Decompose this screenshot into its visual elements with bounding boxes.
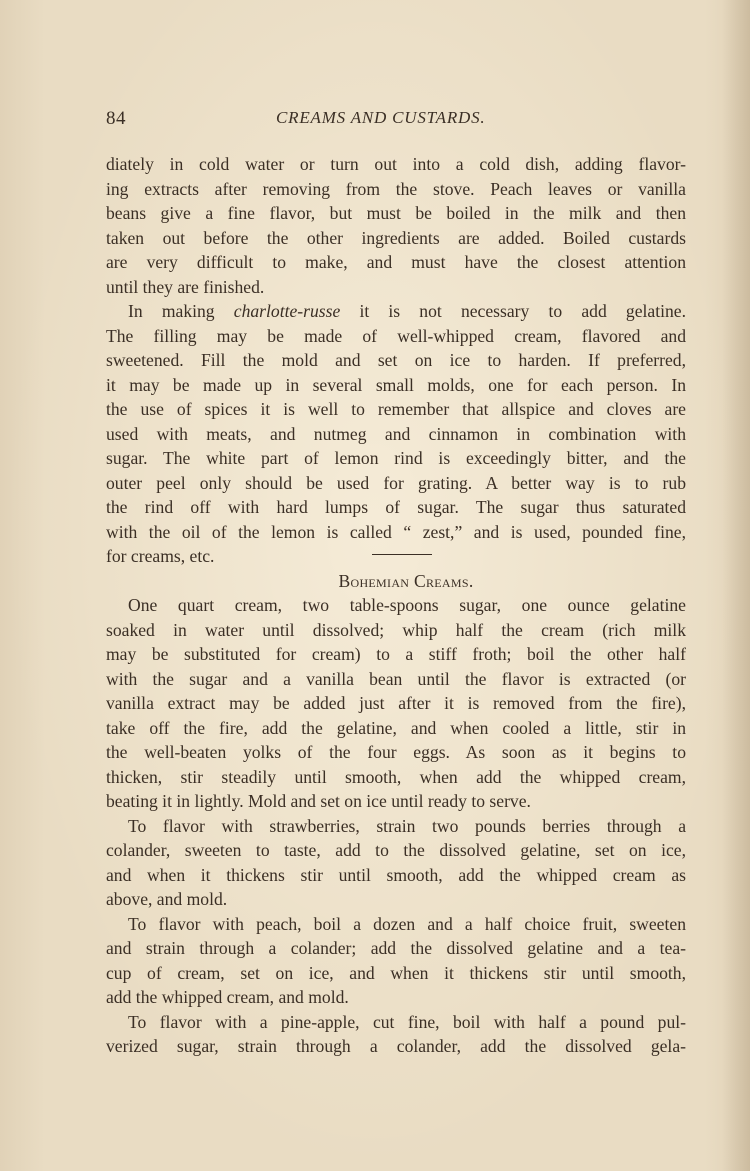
text-line: taken out before the other ingredients are added. Boiled custards: [106, 227, 686, 248]
text-line: To flavor with strawberries, strain two pounds berries through a: [128, 815, 686, 836]
text-line: above, and mold.: [106, 889, 228, 909]
text-line: vanilla extract may be added just after it is removed from the fire),: [106, 693, 686, 713]
text-line: thicken, stir steadily until smooth, when add the whipped cream,: [106, 766, 686, 787]
body-text: [106, 152, 686, 1059]
text-line: ing extracts after removing from the stove. Peach leaves or vanilla: [106, 178, 686, 199]
text-line: soaked in water until dissolved; whip half the cream (rich milk: [106, 619, 686, 640]
italic-term: charlotte-russe: [233, 301, 341, 321]
text-line: may be substituted for cream) to a stiff froth; boil the other half: [106, 644, 686, 664]
text-line: cup of cream, set on ice, and when it thickens stir until smooth,: [106, 962, 686, 983]
text-line: it may be made up in several small molds, one for each person. In: [106, 374, 686, 395]
paragraph-4: [106, 814, 686, 912]
text-line: used with meats, and nutmeg and cinnamon in combination with: [106, 423, 686, 444]
text-line: beans give a fine flavor, but must be boiled in the milk and then: [106, 203, 686, 223]
text-line: and strain through a colander; add the dissolved gelatine and a tea-: [106, 938, 686, 958]
section-divider: [372, 554, 432, 555]
text-fragment: In making: [128, 301, 234, 321]
section-heading: Bohemian Creams.: [338, 570, 474, 591]
text-line: the use of spices it is well to remember that allspice and cloves are: [106, 399, 686, 419]
paragraph-3: [106, 593, 686, 814]
running-head: [106, 108, 686, 132]
text-fragment: it is not necessary to add gelatine.: [340, 301, 686, 321]
text-line: To flavor with a pine-apple, cut fine, boil with half a pound pul-: [128, 1011, 686, 1032]
paragraph-1: [106, 152, 686, 299]
text-fragment: for creams, etc.: [106, 546, 215, 566]
text-line: the well-beaten yolks of the four eggs. As soon as it begins to: [106, 742, 686, 762]
text-line: until they are finished.: [106, 276, 265, 297]
paragraph-6: [106, 1010, 686, 1059]
paragraph-5: [106, 912, 686, 1010]
text-line: To flavor with peach, boil a dozen and a half choice fruit, sweeten: [128, 913, 686, 934]
text-line: are very difficult to make, and must have the closest attention: [106, 252, 686, 272]
text-line: verized sugar, strain through a colander, add the dissolved gela-: [106, 1036, 686, 1056]
text-line: The filling may be made of well-whipped cream, flavored and: [106, 325, 686, 346]
text-line: [106, 299, 686, 324]
text-line: beating it in lightly. Mold and set on ice until ready to serve.: [106, 791, 531, 811]
chapter-title: CREAMS AND CUSTARDS.: [276, 108, 486, 127]
text-line: and when it thickens stir until smooth, add the whipped cream as: [106, 864, 686, 885]
text-line: sweetened. Fill the mold and set on ice to harden. If preferred,: [106, 350, 686, 370]
paragraph-2: [106, 299, 686, 569]
text-line: with the sugar and a vanilla bean until the flavor is extracted (or: [106, 668, 686, 689]
text-line: add the whipped cream, and mold.: [106, 987, 349, 1007]
text-line: take off the fire, add the gelatine, and when cooled a little, stir in: [106, 717, 686, 738]
text-line: colander, sweeten to taste, add to the dissolved gelatine, set on ice,: [106, 840, 686, 860]
text-line: outer peel only should be used for grating. A better way is to rub: [106, 472, 686, 493]
text-line: diately in cold water or turn out into a cold dish, adding flavor-: [106, 154, 686, 174]
page-number: 84: [106, 108, 126, 129]
text-line: One quart cream, two table-spoons sugar, one ounce gelatine: [128, 595, 686, 615]
text-line: with the oil of the lemon is called “ zest,” and is used, pounded fine,: [106, 521, 686, 542]
page-edge-shadow: [722, 0, 750, 1171]
text-line: [106, 544, 686, 569]
text-line: sugar. The white part of lemon rind is exceedingly bitter, and the: [106, 448, 686, 468]
text-line: the rind off with hard lumps of sugar. The sugar thus saturated: [106, 497, 686, 517]
